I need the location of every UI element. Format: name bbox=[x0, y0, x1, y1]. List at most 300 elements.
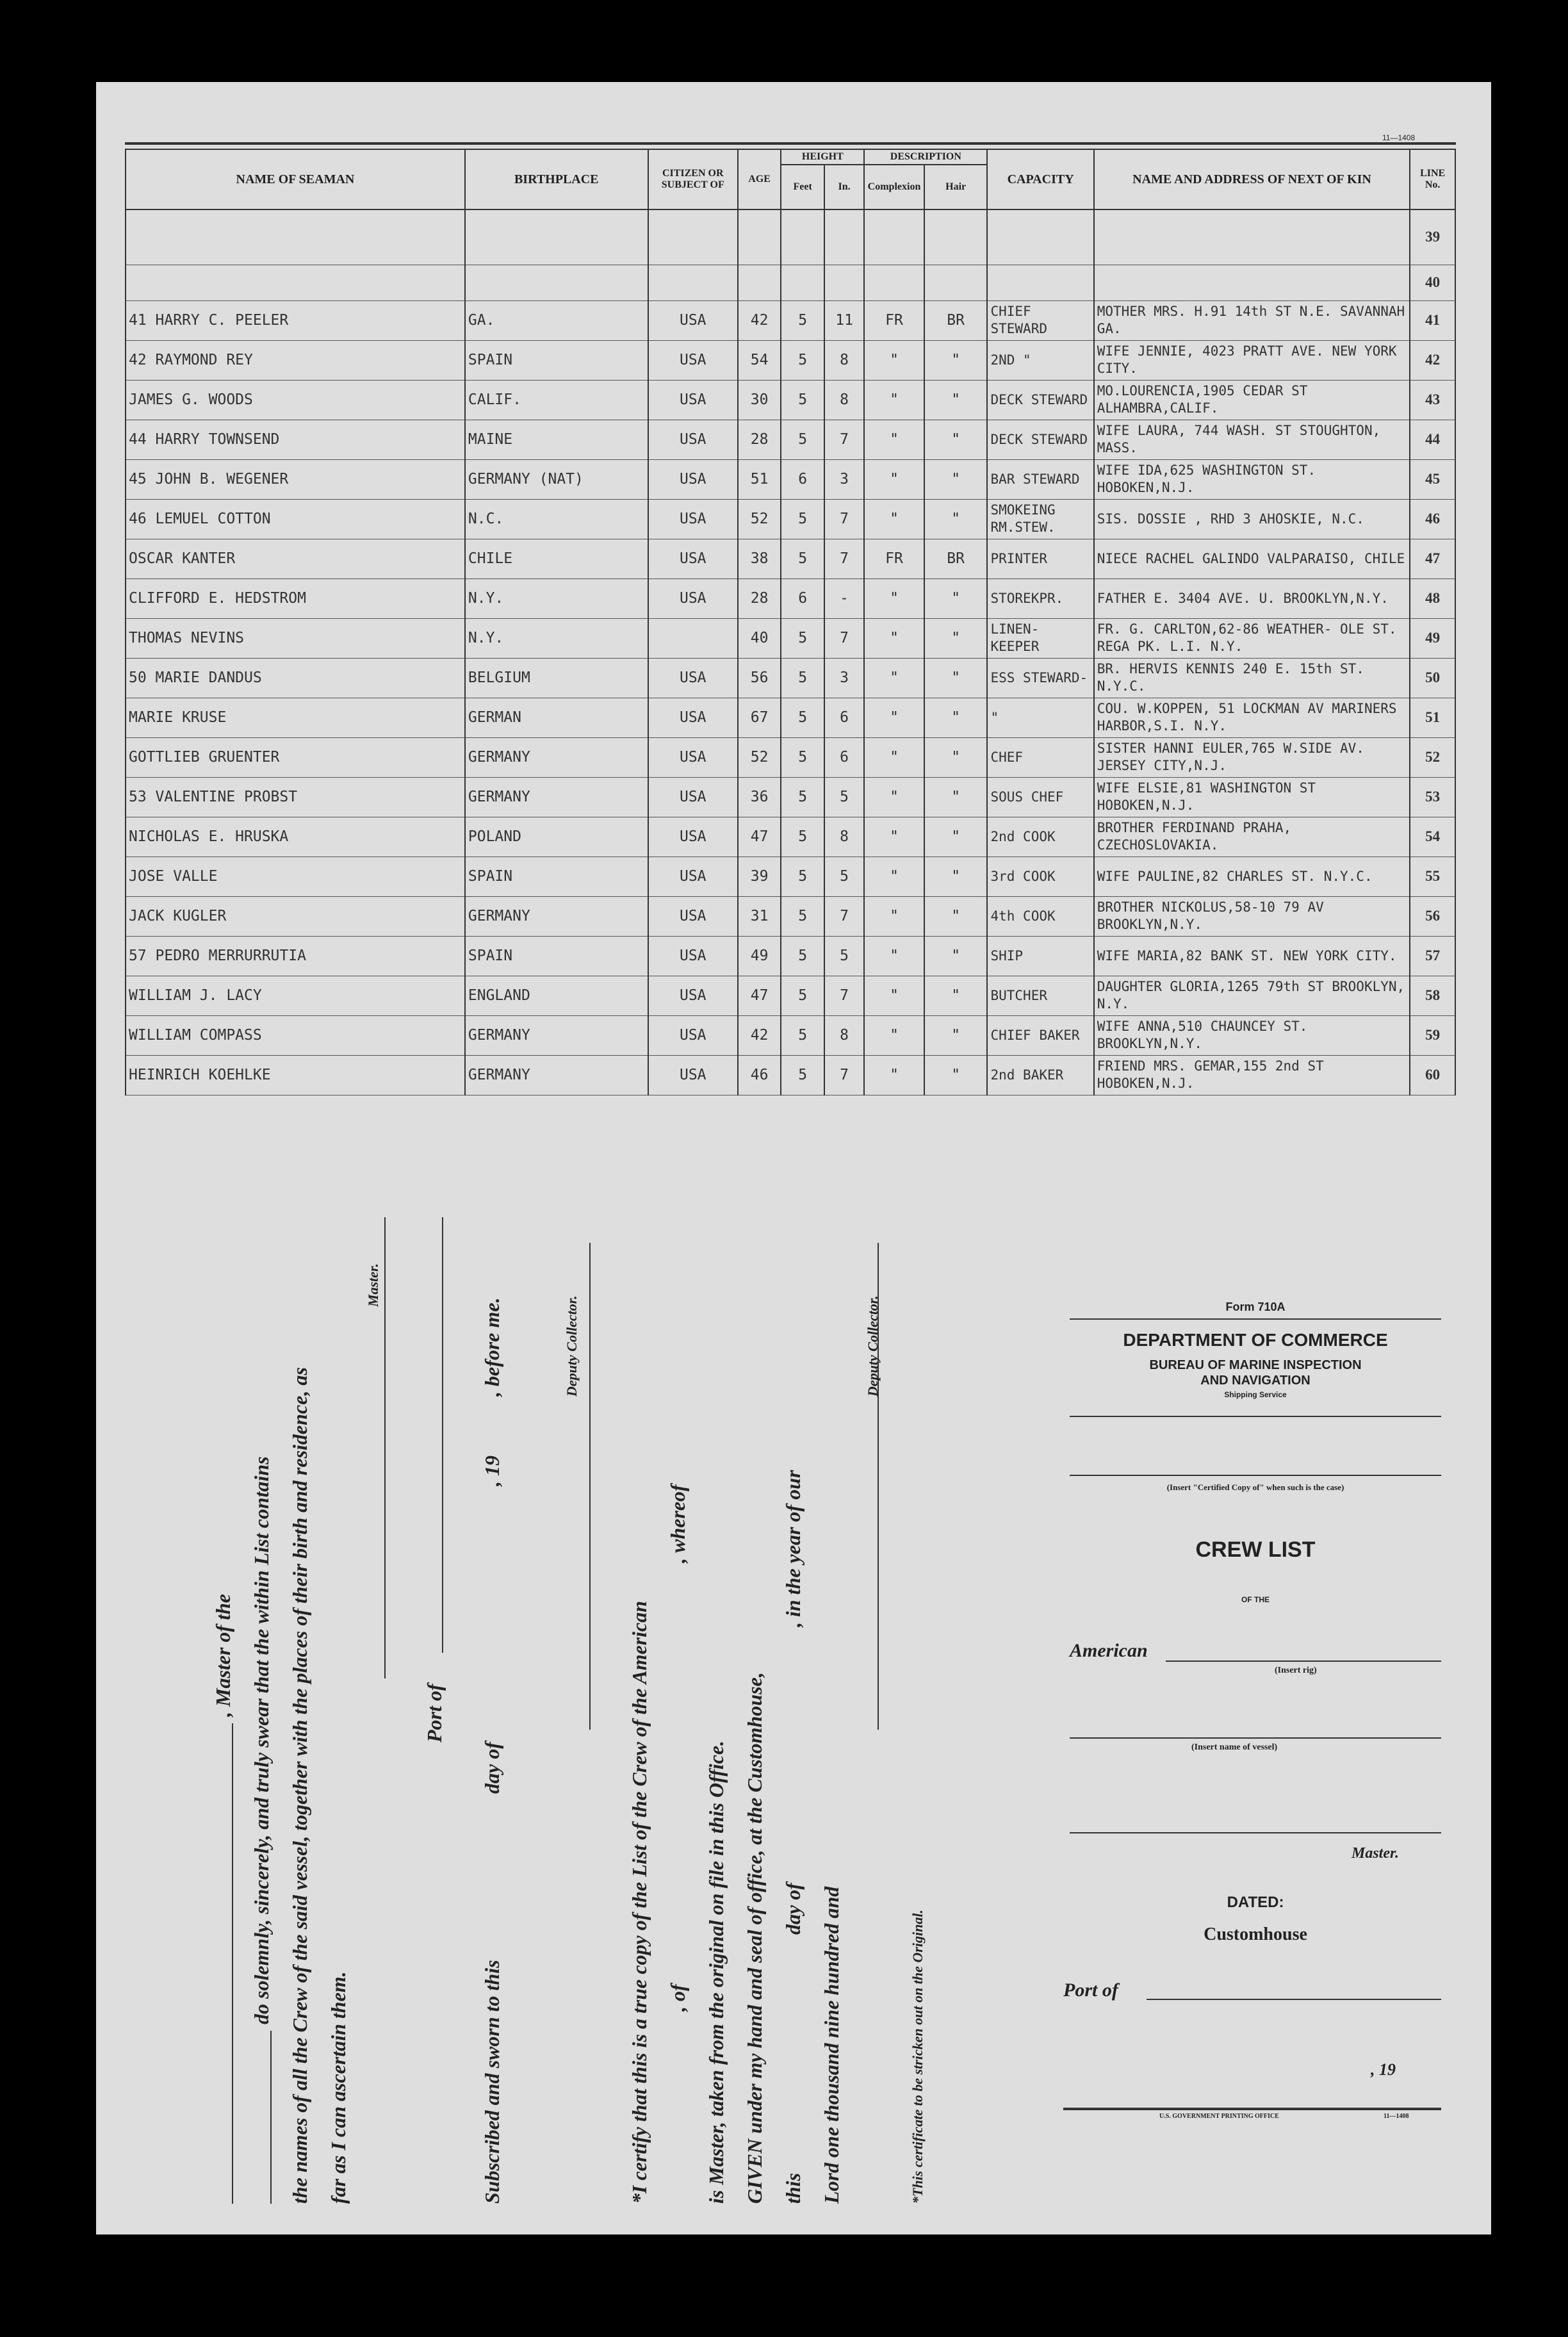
cell-feet: 5 bbox=[781, 737, 824, 777]
cell-name bbox=[126, 265, 465, 300]
cell-name: 44 HARRY TOWNSEND bbox=[126, 420, 465, 459]
cell-capacity: 4th COOK bbox=[987, 896, 1093, 936]
cell-complexion: " bbox=[864, 499, 924, 539]
table-row bbox=[126, 698, 1455, 737]
cell-feet: 5 bbox=[781, 420, 824, 459]
cell-birthplace: ENGLAND bbox=[465, 976, 648, 1015]
cell-line: 56 bbox=[1410, 896, 1455, 936]
dated-label: DATED: bbox=[1227, 1894, 1284, 1911]
year-label: , 19 bbox=[1371, 2060, 1396, 2079]
cell-name: GOTTLIEB GRUENTER bbox=[126, 737, 465, 777]
gpo-number: 11—1408 bbox=[1384, 2113, 1409, 2120]
cell-capacity: 2nd BAKER bbox=[987, 1055, 1093, 1095]
cell-hair: " bbox=[924, 817, 988, 857]
top-rule bbox=[125, 142, 1456, 145]
cell-inches: 7 bbox=[824, 976, 864, 1015]
cell-complexion: " bbox=[864, 459, 924, 499]
port-line bbox=[1147, 1999, 1441, 2000]
cell-citizen: USA bbox=[648, 658, 738, 698]
shipping-service: Shipping Service bbox=[1224, 1390, 1287, 1399]
cell-feet: 5 bbox=[781, 976, 824, 1015]
cell-complexion: " bbox=[864, 578, 924, 618]
rig-line bbox=[1166, 1660, 1441, 1662]
cell-name: NICHOLAS E. HRUSKA bbox=[126, 817, 465, 857]
cell-hair: " bbox=[924, 936, 988, 976]
header-citizen: CITIZEN OR SUBJECT OF bbox=[648, 149, 738, 209]
table-row bbox=[126, 209, 1455, 265]
affidavit-day-of: day of bbox=[480, 1742, 503, 1794]
cell-age bbox=[738, 265, 781, 300]
cell-kin: SISTER HANNI EULER,765 W.SIDE AV. JERSEY CITY,N.J. bbox=[1094, 737, 1410, 777]
cell-inches: 3 bbox=[824, 459, 864, 499]
cell-citizen: USA bbox=[648, 340, 738, 380]
vessel-line bbox=[1070, 1737, 1441, 1739]
affidavit-year: , 19 bbox=[480, 1456, 503, 1486]
cell-birthplace: CHILE bbox=[465, 539, 648, 578]
affidavit-day-of-2: day of bbox=[781, 1883, 804, 1935]
cell-hair: " bbox=[924, 1015, 988, 1055]
affidavit-ascertain-text: far as I can ascertain them. bbox=[327, 1971, 350, 2204]
cell-age: 28 bbox=[738, 420, 781, 459]
cell-citizen: USA bbox=[648, 896, 738, 936]
cell-feet: 5 bbox=[781, 499, 824, 539]
cell-capacity: CHIEF BAKER bbox=[987, 1015, 1093, 1055]
header-age: AGE bbox=[738, 149, 781, 209]
cell-citizen: USA bbox=[648, 817, 738, 857]
cell-complexion: " bbox=[864, 420, 924, 459]
cell-birthplace: GA. bbox=[465, 300, 648, 340]
cell-birthplace: GERMANY bbox=[465, 896, 648, 936]
table-row bbox=[126, 618, 1455, 658]
affidavit-lord: Lord one thousand nine hundred and bbox=[820, 1886, 843, 2204]
cell-hair: " bbox=[924, 857, 988, 896]
cell-capacity: 2ND " bbox=[987, 340, 1093, 380]
cell-citizen: USA bbox=[648, 936, 738, 976]
bureau-line-2: AND NAVIGATION bbox=[1200, 1374, 1311, 1388]
table-row bbox=[126, 976, 1455, 1015]
cell-capacity: ESS STEWARD- bbox=[987, 658, 1093, 698]
cell-inches: - bbox=[824, 578, 864, 618]
cell-feet: 5 bbox=[781, 380, 824, 420]
cell-hair: " bbox=[924, 420, 988, 459]
insert-certified-note: (Insert "Certified Copy of" when such is the case) bbox=[1166, 1482, 1344, 1492]
cell-kin: WIFE PAULINE,82 CHARLES ST. N.Y.C. bbox=[1094, 857, 1410, 896]
cell-age: 40 bbox=[738, 618, 781, 658]
cell-capacity: PRINTER bbox=[987, 539, 1093, 578]
cell-kin: WIFE ANNA,510 CHAUNCEY ST. BROOKLYN,N.Y. bbox=[1094, 1015, 1410, 1055]
cell-citizen: USA bbox=[648, 539, 738, 578]
cell-inches bbox=[824, 209, 864, 265]
cell-citizen: USA bbox=[648, 380, 738, 420]
cell-name: JAMES G. WOODS bbox=[126, 380, 465, 420]
form-number: 11—1408 bbox=[1382, 133, 1416, 142]
cell-hair: " bbox=[924, 658, 988, 698]
cell-age: 56 bbox=[738, 658, 781, 698]
cell-line: 60 bbox=[1410, 1055, 1455, 1095]
header-line: LINE No. bbox=[1410, 149, 1455, 209]
form-rule-2 bbox=[1070, 1416, 1441, 1417]
affidavit-deputy-collector: Deputy Collector. bbox=[564, 1295, 580, 1397]
cell-citizen: USA bbox=[648, 777, 738, 817]
cell-kin: MO.LOURENCIA,1905 CEDAR ST ALHAMBRA,CALIF. bbox=[1094, 380, 1410, 420]
cell-complexion: FR bbox=[864, 300, 924, 340]
cell-capacity: SHIP bbox=[987, 936, 1093, 976]
table-row bbox=[126, 499, 1455, 539]
affidavit-given: GIVEN under my hand and seal of office, at the Customhouse, bbox=[743, 1672, 766, 2204]
cell-hair: " bbox=[924, 618, 988, 658]
cell-hair: " bbox=[924, 737, 988, 777]
cell-kin: WIFE LAURA, 744 WASH. ST STOUGHTON, MASS. bbox=[1094, 420, 1410, 459]
affidavit-block bbox=[173, 1204, 1006, 2204]
affidavit-port-of: Port of bbox=[423, 1684, 446, 1742]
cell-complexion: " bbox=[864, 817, 924, 857]
cell-name: HEINRICH KOEHLKE bbox=[126, 1055, 465, 1095]
insert-rig: (Insert rig) bbox=[1275, 1666, 1317, 1675]
table-row bbox=[126, 578, 1455, 618]
cell-inches: 6 bbox=[824, 737, 864, 777]
cell-capacity: CHIEF STEWARD bbox=[987, 300, 1093, 340]
cell-capacity: STOREKPR. bbox=[987, 578, 1093, 618]
cell-kin: NIECE RACHEL GALINDO VALPARAISO, CHILE bbox=[1094, 539, 1410, 578]
cell-kin: FR. G. CARLTON,62-86 WEATHER- OLE ST. REGA PK. L.I. N.Y. bbox=[1094, 618, 1410, 658]
cell-inches: 7 bbox=[824, 618, 864, 658]
gpo-label: U.S. GOVERNMENT PRINTING OFFICE bbox=[1159, 2113, 1279, 2120]
cell-line: 43 bbox=[1410, 380, 1455, 420]
cell-capacity: 3rd COOK bbox=[987, 857, 1093, 896]
table-row bbox=[126, 340, 1455, 380]
cell-complexion: " bbox=[864, 936, 924, 976]
affidavit-master-line bbox=[232, 1723, 233, 2204]
cell-age: 52 bbox=[738, 737, 781, 777]
cell-name: WILLIAM COMPASS bbox=[126, 1015, 465, 1055]
cell-feet: 5 bbox=[781, 618, 824, 658]
cell-age: 39 bbox=[738, 857, 781, 896]
cell-name: 42 RAYMOND REY bbox=[126, 340, 465, 380]
cell-birthplace: GERMANY (NAT) bbox=[465, 459, 648, 499]
table-row bbox=[126, 539, 1455, 578]
cell-birthplace: MAINE bbox=[465, 420, 648, 459]
affidavit-subscribed: Subscribed and sworn to this bbox=[480, 1960, 503, 2204]
affidavit-signature-line bbox=[384, 1217, 386, 1678]
cell-capacity: DECK STEWARD bbox=[987, 420, 1093, 459]
cell-inches: 7 bbox=[824, 896, 864, 936]
affidavit-name-line bbox=[270, 2031, 272, 2204]
cell-name: WILLIAM J. LACY bbox=[126, 976, 465, 1015]
cell-line: 45 bbox=[1410, 459, 1455, 499]
cell-inches: 7 bbox=[824, 420, 864, 459]
cell-line: 44 bbox=[1410, 420, 1455, 459]
cell-age: 46 bbox=[738, 1055, 781, 1095]
cell-feet: 5 bbox=[781, 1055, 824, 1095]
cell-kin bbox=[1094, 265, 1410, 300]
cell-inches: 11 bbox=[824, 300, 864, 340]
cell-line: 49 bbox=[1410, 618, 1455, 658]
header-capacity: CAPACITY bbox=[987, 149, 1093, 209]
affidavit-whereof: , whereof bbox=[666, 1484, 689, 1563]
cell-complexion: " bbox=[864, 1015, 924, 1055]
cell-citizen: USA bbox=[648, 698, 738, 737]
cell-birthplace: SPAIN bbox=[465, 936, 648, 976]
table-row bbox=[126, 857, 1455, 896]
cell-capacity: BAR STEWARD bbox=[987, 459, 1093, 499]
cell-inches: 6 bbox=[824, 698, 864, 737]
crew-list-title: CREW LIST bbox=[1195, 1538, 1316, 1562]
cell-capacity: CHEF bbox=[987, 737, 1093, 777]
cell-birthplace: N.Y. bbox=[465, 618, 648, 658]
cell-name: THOMAS NEVINS bbox=[126, 618, 465, 658]
table-row bbox=[126, 1055, 1455, 1095]
cell-name: JACK KUGLER bbox=[126, 896, 465, 936]
cell-citizen: USA bbox=[648, 976, 738, 1015]
table-row bbox=[126, 936, 1455, 976]
cell-feet: 5 bbox=[781, 340, 824, 380]
cell-line: 59 bbox=[1410, 1015, 1455, 1055]
cell-name: 41 HARRY C. PEELER bbox=[126, 300, 465, 340]
cell-hair: " bbox=[924, 777, 988, 817]
affidavit-footnote: *This certificate to be stricken out on the Original. bbox=[910, 1910, 926, 2204]
cell-line: 39 bbox=[1410, 209, 1455, 265]
cell-kin: FATHER E. 3404 AVE. U. BROOKLYN,N.Y. bbox=[1094, 578, 1410, 618]
cell-name: JOSE VALLE bbox=[126, 857, 465, 896]
cell-age: 49 bbox=[738, 936, 781, 976]
cell-feet: 5 bbox=[781, 658, 824, 698]
cell-hair: " bbox=[924, 698, 988, 737]
affidavit-collector-line bbox=[589, 1243, 591, 1730]
affidavit-master-of: , Master of the bbox=[211, 1594, 234, 1717]
cell-hair bbox=[924, 265, 988, 300]
cell-birthplace: BELGIUM bbox=[465, 658, 648, 698]
header-complexion: Complexion bbox=[864, 165, 924, 209]
cell-line: 42 bbox=[1410, 340, 1455, 380]
cell-line: 57 bbox=[1410, 936, 1455, 976]
affidavit-swear-text: do solemnly, sincerely, and truly swear that the within List contains bbox=[250, 1456, 273, 2024]
cell-name: CLIFFORD E. HEDSTROM bbox=[126, 578, 465, 618]
cell-inches: 8 bbox=[824, 1015, 864, 1055]
cell-birthplace: N.Y. bbox=[465, 578, 648, 618]
affidavit-crew-text: the names of all the Crew of the said vessel, together with the places of their birth and residence, as bbox=[288, 1367, 311, 2204]
cell-complexion: " bbox=[864, 618, 924, 658]
cell-kin bbox=[1094, 209, 1410, 265]
cell-complexion: " bbox=[864, 1055, 924, 1095]
cell-feet bbox=[781, 209, 824, 265]
table-row bbox=[126, 658, 1455, 698]
cell-capacity: LINEN- KEEPER bbox=[987, 618, 1093, 658]
cell-age: 47 bbox=[738, 976, 781, 1015]
cell-line: 51 bbox=[1410, 698, 1455, 737]
cell-kin: COU. W.KOPPEN, 51 LOCKMAN AV MARINERS HARBOR,S.I. N.Y. bbox=[1094, 698, 1410, 737]
cell-age: 42 bbox=[738, 300, 781, 340]
cell-complexion: " bbox=[864, 698, 924, 737]
american-label: American bbox=[1070, 1640, 1148, 1661]
cell-complexion bbox=[864, 209, 924, 265]
affidavit-year-of-our: , in the year of our bbox=[781, 1470, 804, 1627]
affidavit-master-label: Master. bbox=[365, 1263, 381, 1307]
cell-age: 42 bbox=[738, 1015, 781, 1055]
cell-feet: 5 bbox=[781, 857, 824, 896]
header-name: NAME OF SEAMAN bbox=[126, 149, 465, 209]
cell-hair: " bbox=[924, 380, 988, 420]
cell-age: 31 bbox=[738, 896, 781, 936]
form-710a-panel bbox=[1063, 1294, 1448, 2140]
cell-line: 52 bbox=[1410, 737, 1455, 777]
cell-kin: WIFE ELSIE,81 WASHINGTON ST HOBOKEN,N.J. bbox=[1094, 777, 1410, 817]
cell-hair: " bbox=[924, 976, 988, 1015]
cell-feet: 6 bbox=[781, 459, 824, 499]
form-top-rule bbox=[1070, 1318, 1441, 1320]
cell-inches: 5 bbox=[824, 936, 864, 976]
customhouse-label: Customhouse bbox=[1204, 1924, 1307, 1944]
cell-inches: 7 bbox=[824, 539, 864, 578]
cell-name: 46 LEMUEL COTTON bbox=[126, 499, 465, 539]
cell-name: MARIE KRUSE bbox=[126, 698, 465, 737]
cell-feet: 5 bbox=[781, 1015, 824, 1055]
cell-name: 45 JOHN B. WEGENER bbox=[126, 459, 465, 499]
cell-inches: 8 bbox=[824, 817, 864, 857]
affidavit-is-master: is Master, taken from the original on file in this Office. bbox=[705, 1740, 728, 2204]
cell-name: 57 PEDRO MERRURRUTIA bbox=[126, 936, 465, 976]
cell-hair: " bbox=[924, 578, 988, 618]
cell-complexion: FR bbox=[864, 539, 924, 578]
cell-birthplace: SPAIN bbox=[465, 857, 648, 896]
affidavit-this: this bbox=[781, 2172, 804, 2204]
cell-inches: 5 bbox=[824, 777, 864, 817]
cell-kin: BROTHER FERDINAND PRAHA, CZECHOSLOVAKIA. bbox=[1094, 817, 1410, 857]
table-row bbox=[126, 777, 1455, 817]
header-inches: In. bbox=[824, 165, 864, 209]
bureau-line-1: BUREAU OF MARINE INSPECTION bbox=[1149, 1358, 1362, 1372]
table-row bbox=[126, 1015, 1455, 1055]
cell-citizen: USA bbox=[648, 578, 738, 618]
cell-birthplace: GERMANY bbox=[465, 737, 648, 777]
cell-complexion: " bbox=[864, 976, 924, 1015]
cell-citizen bbox=[648, 618, 738, 658]
cell-age: 67 bbox=[738, 698, 781, 737]
cell-kin: DAUGHTER GLORIA,1265 79th ST BROOKLYN, N.Y. bbox=[1094, 976, 1410, 1015]
cell-complexion: " bbox=[864, 380, 924, 420]
cell-hair: " bbox=[924, 1055, 988, 1095]
cell-name: 53 VALENTINE PROBST bbox=[126, 777, 465, 817]
cell-feet bbox=[781, 265, 824, 300]
cell-inches: 8 bbox=[824, 340, 864, 380]
cell-age: 28 bbox=[738, 578, 781, 618]
cell-complexion: " bbox=[864, 658, 924, 698]
header-hair: Hair bbox=[924, 165, 988, 209]
cell-age: 38 bbox=[738, 539, 781, 578]
cell-hair: " bbox=[924, 340, 988, 380]
cell-birthplace: SPAIN bbox=[465, 340, 648, 380]
cell-complexion bbox=[864, 265, 924, 300]
cell-hair: " bbox=[924, 459, 988, 499]
cell-birthplace bbox=[465, 209, 648, 265]
cell-feet: 5 bbox=[781, 896, 824, 936]
cell-feet: 5 bbox=[781, 936, 824, 976]
cell-birthplace: GERMANY bbox=[465, 777, 648, 817]
cell-inches: 8 bbox=[824, 380, 864, 420]
table-row bbox=[126, 737, 1455, 777]
cell-citizen bbox=[648, 209, 738, 265]
cell-citizen: USA bbox=[648, 1055, 738, 1095]
cell-birthplace: GERMANY bbox=[465, 1055, 648, 1095]
table-row bbox=[126, 459, 1455, 499]
insert-vessel-name: (Insert name of vessel) bbox=[1191, 1742, 1278, 1752]
header-height: HEIGHT bbox=[781, 149, 864, 165]
cell-citizen: USA bbox=[648, 1015, 738, 1055]
cell-line: 53 bbox=[1410, 777, 1455, 817]
header-kin: NAME AND ADDRESS OF NEXT OF KIN bbox=[1094, 149, 1410, 209]
cell-kin: BROTHER NICKOLUS,58-10 79 AV BROOKLYN,N.Y. bbox=[1094, 896, 1410, 936]
form-number-710a: Form 710A bbox=[1225, 1300, 1286, 1313]
table-row bbox=[126, 380, 1455, 420]
cell-age: 30 bbox=[738, 380, 781, 420]
cell-age: 51 bbox=[738, 459, 781, 499]
cell-age: 36 bbox=[738, 777, 781, 817]
cell-feet: 5 bbox=[781, 539, 824, 578]
cell-capacity: DECK STEWARD bbox=[987, 380, 1093, 420]
cell-complexion: " bbox=[864, 896, 924, 936]
cell-birthplace: POLAND bbox=[465, 817, 648, 857]
cell-capacity: SMOKEING RM.STEW. bbox=[987, 499, 1093, 539]
of-the: OF THE bbox=[1241, 1595, 1270, 1604]
cell-feet: 5 bbox=[781, 817, 824, 857]
cell-citizen: USA bbox=[648, 499, 738, 539]
cell-citizen: USA bbox=[648, 737, 738, 777]
header-birthplace: BIRTHPLACE bbox=[465, 149, 648, 209]
cell-line: 47 bbox=[1410, 539, 1455, 578]
cell-birthplace: GERMANY bbox=[465, 1015, 648, 1055]
cell-citizen: USA bbox=[648, 459, 738, 499]
cell-capacity: SOUS CHEF bbox=[987, 777, 1093, 817]
cell-line: 54 bbox=[1410, 817, 1455, 857]
cell-birthplace: GERMAN bbox=[465, 698, 648, 737]
cell-name: OSCAR KANTER bbox=[126, 539, 465, 578]
table-row bbox=[126, 817, 1455, 857]
cell-feet: 5 bbox=[781, 777, 824, 817]
cell-kin: MOTHER MRS. H.91 14th ST N.E. SAVANNAH GA. bbox=[1094, 300, 1410, 340]
certified-line bbox=[1070, 1475, 1441, 1476]
cell-line: 58 bbox=[1410, 976, 1455, 1015]
cell-line: 50 bbox=[1410, 658, 1455, 698]
cell-line: 48 bbox=[1410, 578, 1455, 618]
cell-inches: 7 bbox=[824, 1055, 864, 1095]
table-row bbox=[126, 420, 1455, 459]
cell-capacity bbox=[987, 209, 1093, 265]
cell-complexion: " bbox=[864, 737, 924, 777]
department-title: DEPARTMENT OF COMMERCE bbox=[1123, 1330, 1388, 1350]
table-row bbox=[126, 265, 1455, 300]
cell-capacity: " bbox=[987, 698, 1093, 737]
master-label: Master. bbox=[1352, 1845, 1400, 1862]
cell-complexion: " bbox=[864, 340, 924, 380]
cell-birthplace: CALIF. bbox=[465, 380, 648, 420]
cell-kin: WIFE IDA,625 WASHINGTON ST. HOBOKEN,N.J. bbox=[1094, 459, 1410, 499]
cell-hair: " bbox=[924, 896, 988, 936]
cell-inches: 7 bbox=[824, 499, 864, 539]
affidavit-port-line bbox=[442, 1217, 443, 1653]
cell-citizen: USA bbox=[648, 420, 738, 459]
cell-citizen: USA bbox=[648, 300, 738, 340]
cell-inches: 5 bbox=[824, 857, 864, 896]
cell-complexion: " bbox=[864, 857, 924, 896]
affidavit-certify: *I certify that this is a true copy of the List of the Crew of the American bbox=[628, 1600, 651, 2204]
table-row bbox=[126, 300, 1455, 340]
cell-complexion: " bbox=[864, 777, 924, 817]
affidavit-of: , of bbox=[666, 1984, 689, 2012]
affidavit-before-me: , before me. bbox=[480, 1297, 503, 1397]
cell-line: 41 bbox=[1410, 300, 1455, 340]
cell-line: 46 bbox=[1410, 499, 1455, 539]
cell-name bbox=[126, 209, 465, 265]
cell-birthplace bbox=[465, 265, 648, 300]
